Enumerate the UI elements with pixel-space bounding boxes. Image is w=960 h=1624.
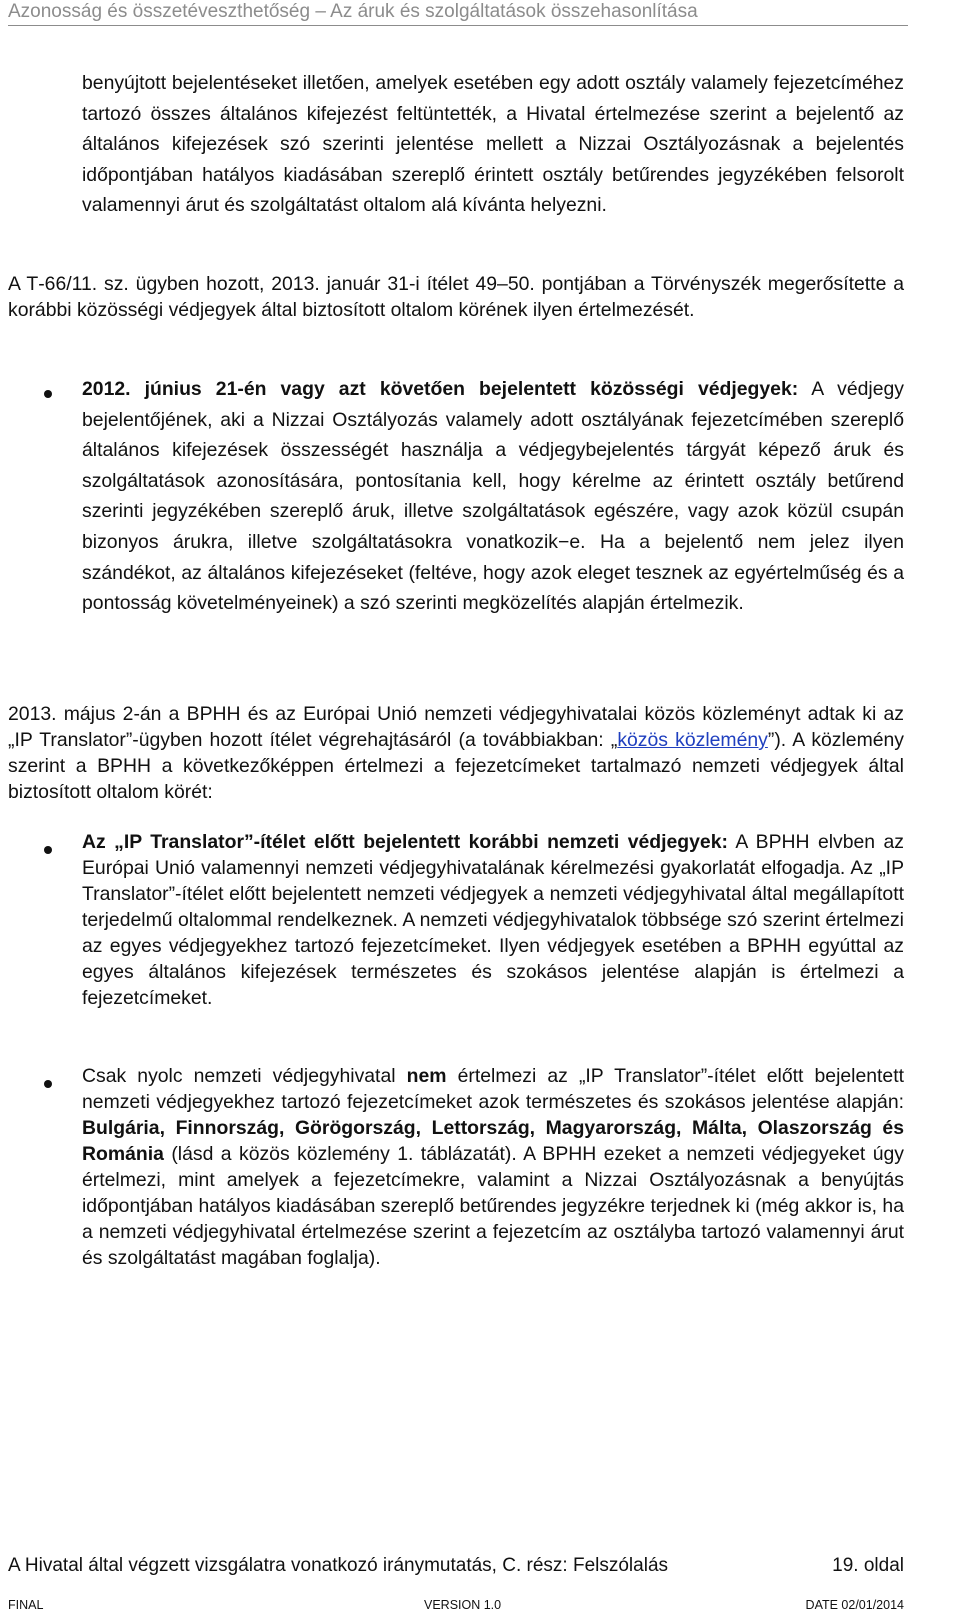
bullet-item-heading: Az „IP Translator”‑ítélet előtt bejelentett korábbi nemzeti védjegyek: bbox=[82, 831, 728, 853]
bullet-marker bbox=[44, 846, 52, 854]
bullet-item-text: értelmezi az „IP Translator”‑ítélet előtt bejelentett nemzeti védjegyekhez tartozó fejezetcímeket azok természetes és szokásos jelentése alapján: bbox=[82, 1065, 904, 1113]
footer-title: A Hivatal által végzett vizsgálatra vonatkozó iránymutatás, C. rész: Felszólalás bbox=[8, 1555, 669, 1576]
document-date: DATE 02/01/2014 bbox=[805, 1598, 904, 1612]
header-divider bbox=[8, 25, 908, 26]
bullet-item-text: (lásd a közös közlemény 1. táblázatát). A BPHH ezeket a nemzeti védjegyeket úgy értelmezi, mint amelyek a fejezetcímekre, valamint a Nizzai Osztályozásnak a benyújtás időpontjában hatályos kiadásában szereplő betűrendes jegyzékre terjednek ki (még akkor is, ha a nemzeti védjegyhivatal értelmezése szerint a fejezetcím az osztályba tartozó valamennyi árut és szolgáltatást magában foglalja). bbox=[82, 1143, 904, 1269]
joint-communication-link[interactable]: közös közlemény bbox=[617, 729, 768, 751]
bullet-item-text: A BPHH elvben az Európai Unió valamennyi nemzeti védjegyhivatalának kérelmezési gyakorlatát elfogadja. Az „IP Translator”‑ítélet előtt bejelentett nemzeti védjegyek a nemzeti védjegyhivatal által megállapított terjedelmű oltalommal rendelkeznek. A nemzeti védjegyhivatalok többsége szó szerint értelmezi az egyes védjegyekhez tartozó fejezetcímeket. Ilyen védjegyek esetében a BPHH egyúttal az egyes általános kifejezések természetes és szokásos jelentése alapján is értelmezi a fejezetcímeket. bbox=[82, 831, 905, 1009]
page-footer bbox=[8, 1554, 904, 1578]
bullet-item-text: Csak nyolc nemzeti védjegyhivatal bbox=[82, 1065, 407, 1087]
bullet-marker bbox=[44, 390, 52, 398]
paragraph-continuation: benyújtott bejelentéseket illetően, amelyek esetében egy adott osztály valamely fejezetcíméhez tartozó összes általános kifejezést feltüntették, a Hivatal értelmezése szerint a bejelentő az általános kifejezések szó szerinti jelentése mellett a Nizzai Osztályozásnak a bejelentés időpontjában hatályos kiadásában szereplő érintett osztály betűrendes jegyzékében felsorolt valamennyi árut és szolgáltatást oltalom alá kívánta helyezni. bbox=[82, 72, 904, 217]
bullet-item-2012 bbox=[82, 374, 904, 619]
paragraph-text: ”). A közlemény szerint a BPHH a következőképpen értelmezi a fejezetcímeket tartalmazó nemzeti védjegyek által biztosított oltalom körét: bbox=[8, 729, 904, 803]
page-number: 19. oldal bbox=[832, 1555, 904, 1576]
country-list: Bulgária, Finnország, Görögország, Lettország, Magyarország, Málta, Olaszország és Románia bbox=[82, 1117, 904, 1165]
paragraph-joint-communication bbox=[8, 701, 904, 805]
bullet-item-heading: 2012. június 21‑én vagy azt követően bejelentett közösségi védjegyek: bbox=[82, 378, 799, 400]
paragraph-text: 2013. május 2‑án a BPHH és az Európai Unió nemzeti védjegyhivatalai közös közleményt adtak ki az „IP Translator”‑ügyben hozott ítélet végrehajtásáról (a továbbiakban: „ bbox=[8, 703, 904, 751]
bold-text: nem bbox=[406, 1065, 447, 1087]
bullet-item-prior-national-marks bbox=[82, 829, 904, 1011]
bullet-marker bbox=[44, 1080, 52, 1088]
bullet-item-text: A védjegy bejelentőjének, aki a Nizzai Osztályozás valamely adott osztályának fejezetcímében szereplő általános kifejezések összességét használja a védjegybejelentés tárgyát képező áruk és szolgáltatások azonosítására, pontosítania kell, hogy kérelme az érintett osztály betűrend szerinti jegyzékében szereplő áruk, illetve szolgáltatások egészére, vagy azok közül csupán bizonyos árukra, illetve szolgáltatásokra vonatkozik−e. Ha a bejelentő nem jelez ilyen szándékot, az általános kifejezéseket (feltéve, hogy azok eleget tesznek az egyértelműség és a pontosság követelményeinek) a szó szerinti megközelítés alapján értelmezik. bbox=[82, 378, 904, 615]
paragraph-case-law: A T‑66/11. sz. ügyben hozott, 2013. január 31‑i ítélet 49–50. pontjában a Törvényszék megerősítette a korábbi közösségi védjegyek által biztosított oltalom körének ilyen értelmezését. bbox=[8, 273, 904, 321]
bullet-item-eight-offices bbox=[82, 1063, 904, 1271]
document-status: FINAL bbox=[8, 1598, 44, 1612]
running-header: Azonosság és összetéveszthetőség – Az áruk és szolgáltatások összehasonlítása bbox=[8, 1, 698, 22]
document-version: VERSION 1.0 bbox=[424, 1598, 502, 1612]
